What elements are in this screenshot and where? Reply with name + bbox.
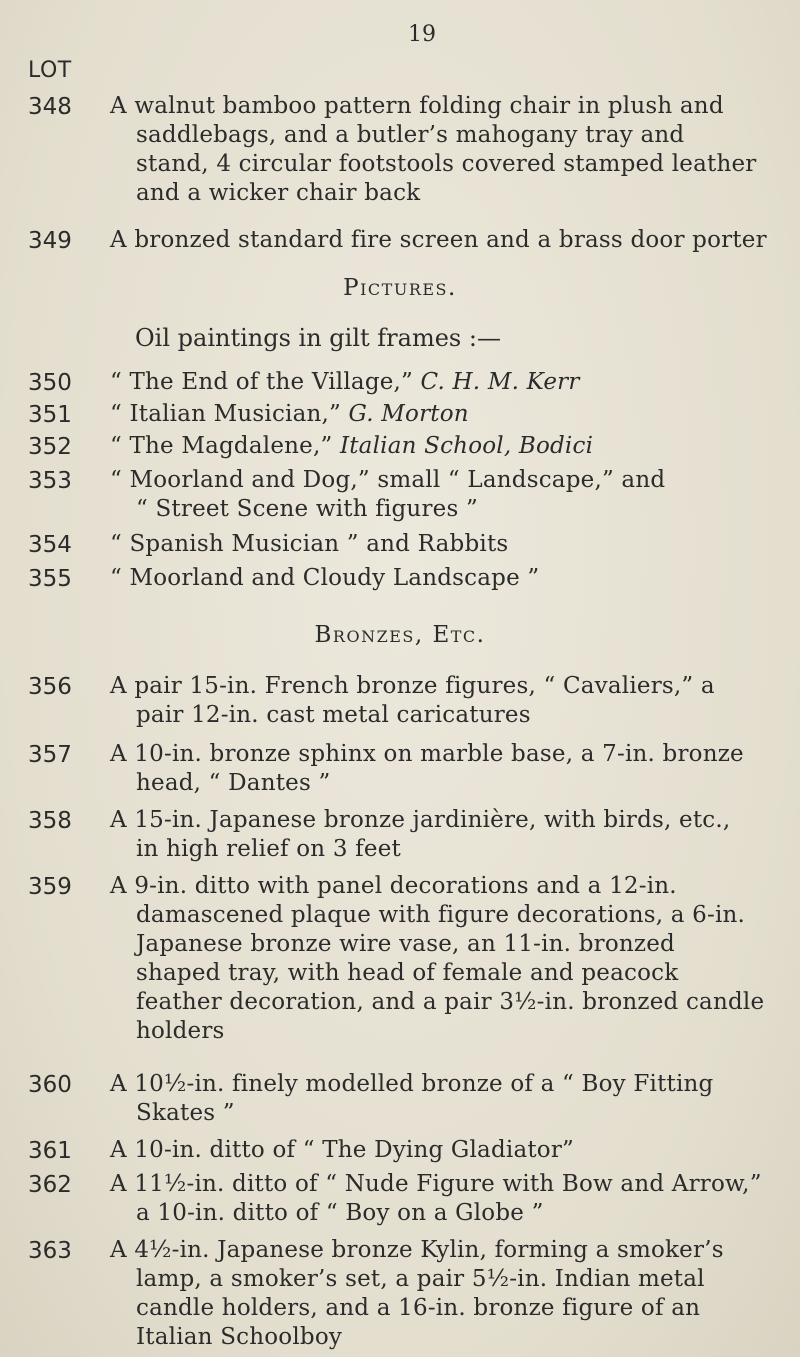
lot-text-line: “ Street Scene with figures ” [136, 496, 478, 522]
lot-text-line: lamp, a smoker’s set, a pair 5½-in. Indian metal [136, 1266, 705, 1292]
lot-number: 361 [28, 1138, 72, 1164]
lot-description [110, 872, 790, 1046]
lot-text-line: Japanese bronze wire vase, an 11-in. bronzed [136, 931, 675, 957]
lot-number: 350 [28, 370, 72, 396]
lot-text-line: a 10-in. ditto of “ Boy on a Globe ” [136, 1200, 544, 1226]
lot-description [110, 92, 790, 208]
lot-text-line: A 15-in. Japanese bronze jardinière, with birds, etc., [110, 807, 731, 833]
painting-title: “ The End of the Village,” [110, 369, 421, 395]
lot-text-line: feather decoration, and a pair 3½-in. bronzed candle [136, 989, 765, 1015]
lot-description [110, 672, 790, 730]
lot-number: 355 [28, 566, 72, 592]
lot-description [110, 226, 790, 255]
lot-text-line: “ Moorland and Cloudy Landscape ” [110, 565, 540, 591]
lot-description [110, 806, 790, 864]
lot-description [110, 1070, 790, 1128]
lot-text-line: stand, 4 circular footstools covered stamped leather [136, 151, 757, 177]
painting-artist: Italian School, Bodici [339, 433, 594, 459]
lot-description [110, 1170, 790, 1228]
lot-text-line: A 10-in. bronze sphinx on marble base, a 7-in. bronze [110, 741, 744, 767]
lot-number: 359 [28, 874, 72, 900]
lot-text-line: A 11½-in. ditto of “ Nude Figure with Bow and Arrow,” [110, 1171, 762, 1197]
lot-text-line: saddlebags, and a butler’s mahogany tray and [136, 122, 685, 148]
lot-text-line: “ Spanish Musician ” and Rabbits [110, 531, 509, 557]
lot-number: 358 [28, 808, 72, 834]
lot-text-line: A 9-in. ditto with panel decorations and a 12-in. [110, 873, 677, 899]
lot-column-header: LOT [28, 58, 72, 83]
painting-artist: C. H. M. Kerr [420, 369, 580, 395]
lot-description [110, 368, 790, 397]
lot-text-line: and a wicker chair back [136, 180, 421, 206]
lot-text-line: head, “ Dantes ” [136, 770, 331, 796]
lot-description [110, 432, 790, 461]
page-number: 19 [408, 22, 436, 47]
lot-text-line: pair 12-in. cast metal caricatures [136, 702, 531, 728]
section-subheading: Oil paintings in gilt frames :— [135, 324, 501, 352]
lot-number: 356 [28, 674, 72, 700]
lot-text-line: shaped tray, with head of female and peacock [136, 960, 679, 986]
lot-text-line: A pair 15-in. French bronze figures, “ Cavaliers,” a [110, 673, 715, 699]
lot-text-line: holders [136, 1018, 225, 1044]
lot-number: 349 [28, 228, 72, 254]
lot-number: 351 [28, 402, 72, 428]
lot-number: 353 [28, 468, 72, 494]
lot-text-line: A bronzed standard fire screen and a brass door porter [110, 227, 767, 253]
lot-text-line: in high relief on 3 feet [136, 836, 401, 862]
painting-title: “ The Magdalene,” [110, 433, 340, 459]
lot-number: 352 [28, 434, 72, 460]
section-heading-pictures: Pictures. [343, 275, 457, 301]
lot-description [110, 466, 790, 524]
lot-text-line: A 10½-in. finely modelled bronze of a “ Boy Fitting [110, 1071, 714, 1097]
lot-description [110, 1136, 790, 1165]
lot-number: 363 [28, 1238, 72, 1264]
lot-number: 362 [28, 1172, 72, 1198]
lot-text-line: A walnut bamboo pattern folding chair in plush and [110, 93, 724, 119]
lot-description [110, 564, 790, 593]
lot-text-line: A 10-in. ditto of “ The Dying Gladiator” [110, 1137, 575, 1163]
lot-text-line: damascened plaque with figure decorations, a 6-in. [136, 902, 746, 928]
lot-description [110, 530, 790, 559]
painting-artist: G. Morton [348, 401, 469, 427]
lot-number: 360 [28, 1072, 72, 1098]
lot-text-line: candle holders, and a 16-in. bronze figure of an [136, 1295, 701, 1321]
lot-text-line: A 4½-in. Japanese bronze Kylin, forming a smoker’s [110, 1237, 724, 1263]
lot-text-line: Skates ” [136, 1100, 235, 1126]
lot-number: 354 [28, 532, 72, 558]
section-heading-bronzes: Bronzes, Etc. [314, 622, 486, 648]
lot-description [110, 1236, 790, 1352]
lot-number: 357 [28, 742, 72, 768]
lot-text-line: “ Moorland and Dog,” small “ Landscape,” and [110, 467, 666, 493]
lot-number: 348 [28, 94, 72, 120]
lot-description [110, 400, 790, 429]
lot-text-line: Italian Schoolboy [136, 1324, 343, 1350]
painting-title: “ Italian Musician,” [110, 401, 349, 427]
lot-description [110, 740, 790, 798]
